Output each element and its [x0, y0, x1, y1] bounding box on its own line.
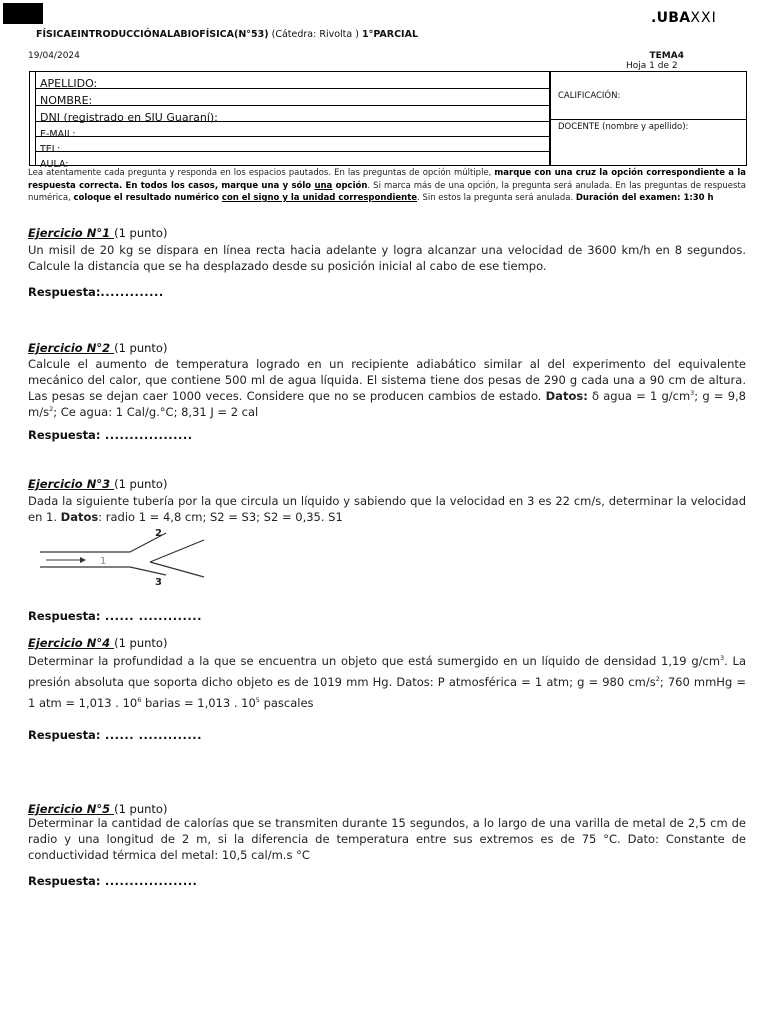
- exercise-1-text: Un misil de 20 kg se dispara en línea recta hacia adelante y logra alcanzar una velocidad de 3600 km/h en 8 segundos. Calcule la distancia que se ha desplazado desde su posición inicial al cabo de ese tiempo.: [28, 243, 746, 273]
- exercise-3-text: Dada la siguiente tubería por la que circula un líquido y sabiendo que la velocidad en 3 es 22 cm/s, determinar la velocidad en 1. Datos: radio 1 = 4,8 cm; S2 = S3; S2 = 0,35. S1: [28, 494, 746, 524]
- nombre-label: NOMBRE:: [40, 94, 93, 107]
- exercise-5-title: Ejercicio N°5 (1 punto): [28, 802, 168, 816]
- course-title: FÍSICAEINTRODUCCIÓNALABIOFÍSICA(N°53) (Cátedra: Rivolta ) 1°PARCIAL: [36, 29, 418, 40]
- diagram-label-2: 2: [155, 528, 162, 539]
- dni-field[interactable]: [35, 106, 550, 122]
- exercise-2-text: Calcule el aumento de temperatura logrado en un recipiente adiabático similar al del experimento del equivalente mecánico del calor, que contiene 500 ml de agua líquida. El sistema tiene dos pesas de 290 g cada una a 90 cm de altura. Las pesas se dejan caer 1000 veces. Considere que no se producen cambios de estado. Datos: δ agua = 1 $g/cm^3$; g = 9,8 $m/s^2$; Ce agua: 1 Cal/g.°C; 8,31 J = 2 cal: [28, 357, 746, 419]
- apellido-field[interactable]: [35, 72, 550, 89]
- diagram-label-3: 3: [155, 577, 162, 587]
- uba-xxi-logo: .UBAXXI: [651, 10, 717, 26]
- exam-instructions: Lea atentamente cada pregunta y responda en los espacios pautados. En las preguntas de opción múltiple, marque con una cruz la opción correspondiente a la respuesta correcta. En todos los casos, marque una y sólo una opción. Si marca más de una opción, la pregunta será anulada. En las preguntas de respuesta numérica, coloque el resultado numérico con el signo y la unidad correspondiente. Sin estos la pregunta será anulada. Duración del examen: 1:30 h: [28, 168, 746, 203]
- tel-label: TEL:: [40, 144, 61, 155]
- aula-label: AULA:: [40, 159, 69, 170]
- exercise-5-answer[interactable]: Respuesta: ...................: [28, 874, 198, 888]
- docente-label: DOCENTE (nombre y apellido):: [558, 122, 689, 132]
- page-count: Hoja 1 de 2: [626, 61, 678, 71]
- exercise-2-title: Ejercicio N°2 (1 punto): [28, 341, 168, 355]
- exercise-5-text: Determinar la cantidad de calorías que se transmiten durante 15 segundos, a lo largo de una varilla de metal de 2,5 cm de radio y una longitud de 2 m, si la diferencia de temperatura entre sus extremos es de 75 °C. Dato: Constante de conductividad térmica del metal: 10,5 cal/m.s °C: [28, 816, 746, 862]
- exercise-4-text: Determinar la profundidad a la que se encuentra un objeto que está sumergido en un líquido de densidad 1,19 $g/cm^3$. La presión absoluta que soporta dicho objeto es de 1019 mm Hg. Datos: P atmosférica = 1 atm; g = 980 $cm/s^2$; 760 mmHg = 1 atm = 1,013 . $10^6$ barias = 1,013 . $10^5$ pascales: [28, 654, 746, 710]
- exercise-4-answer[interactable]: Respuesta: ...... .............: [28, 728, 202, 742]
- student-info-form: [29, 71, 747, 170]
- pipe-branch-3-inner: [150, 562, 204, 577]
- exercise-3-answer[interactable]: Respuesta: ...... .............: [28, 609, 202, 623]
- pipe-branch-3-outer: [130, 567, 166, 575]
- exercise-2-answer[interactable]: Respuesta: ..................: [28, 428, 193, 442]
- flow-arrow-head: [80, 557, 86, 563]
- exercise-3-title: Ejercicio N°3 (1 punto): [28, 477, 168, 491]
- tema-label: TEMA4: [649, 51, 684, 61]
- calificacion-label: CALIFICACIÓN:: [558, 91, 621, 101]
- apellido-label: APELLIDO:: [40, 77, 98, 90]
- exam-date: 19/04/2024: [28, 51, 80, 61]
- email-label: E-MAIL:: [40, 129, 76, 140]
- form-divider-right: [550, 119, 747, 120]
- dni-label: DNI (registrado en SIU Guaraní):: [40, 111, 218, 124]
- tel-field[interactable]: [35, 137, 550, 155]
- redacted-block: [3, 3, 43, 24]
- nombre-field[interactable]: [35, 89, 550, 106]
- email-field[interactable]: [35, 122, 550, 140]
- exercise-4-title: Ejercicio N°4 (1 punto): [28, 636, 168, 650]
- aula-field[interactable]: [35, 152, 550, 170]
- exercise-1-answer[interactable]: Respuesta:.............: [28, 285, 164, 299]
- pipe-branch-2-inner: [150, 540, 204, 562]
- diagram-label-1: 1: [100, 556, 107, 567]
- pipe-diagram: [38, 525, 208, 587]
- exercise-1-title: Ejercicio N°1 (1 punto): [28, 226, 168, 240]
